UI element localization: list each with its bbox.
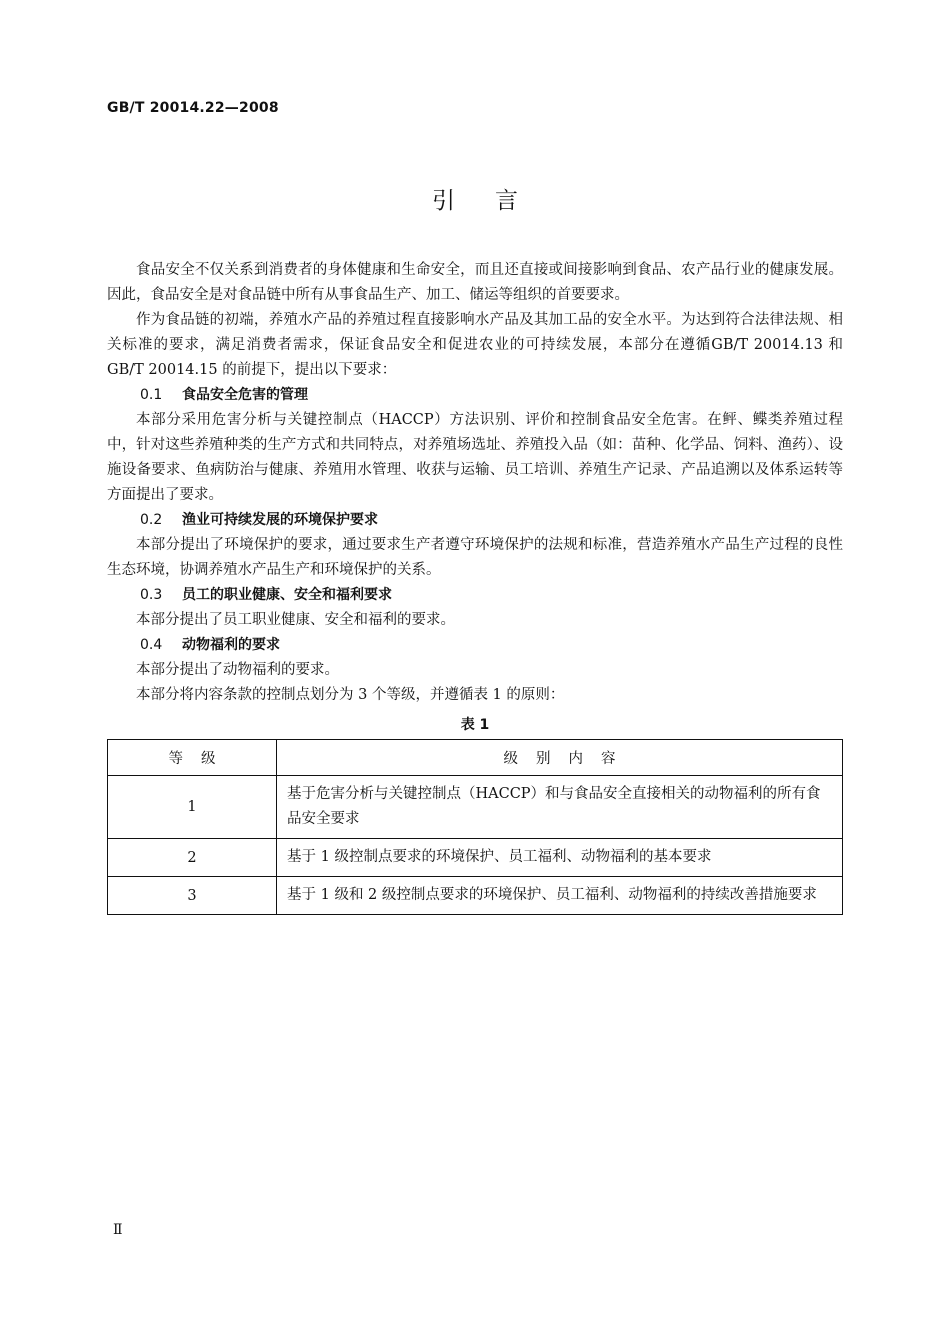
section-number: 0.2 bbox=[140, 512, 163, 528]
section-title: 员工的职业健康、安全和福利要求 bbox=[182, 587, 392, 603]
section-heading-0-1 bbox=[107, 383, 843, 408]
section-title: 食品安全危害的管理 bbox=[182, 387, 308, 403]
paragraph: 本部分采用危害分析与关键控制点（HACCP）方法识别、评价和控制食品安全危害。在鲆、鲽类养殖过程中，针对这些养殖种类的生产方式和共同特点，对养殖场选址、养殖投入品（如：苗种、化学品、饲料、渔药）、设施设备要求、鱼病防治与健康、养殖用水管理、收获与运输、员工培训、养殖生产记录、产品追溯以及体系运转等方面提出了要求。 bbox=[107, 412, 843, 503]
section-title: 动物福利的要求 bbox=[182, 637, 280, 653]
control-level-table bbox=[107, 739, 843, 915]
column-header-level: 等级 bbox=[108, 740, 277, 776]
section-number: 0.1 bbox=[140, 387, 163, 403]
content-cell: 基于 1 级和 2 级控制点要求的环境保护、员工福利、动物福利的持续改善措施要求 bbox=[277, 877, 843, 915]
content-cell: 基于 1 级控制点要求的环境保护、员工福利、动物福利的基本要求 bbox=[277, 839, 843, 877]
standard-number: GB/T 20014.22—2008 bbox=[107, 100, 279, 116]
content-cell: 基于危害分析与关键控制点（HACCP）和与食品安全直接相关的动物福利的所有食品安全要求 bbox=[277, 776, 843, 839]
section-heading-0-3 bbox=[107, 583, 843, 608]
section-number: 0.4 bbox=[140, 637, 163, 653]
level-cell: 1 bbox=[108, 776, 277, 839]
level-cell: 3 bbox=[108, 877, 277, 915]
table-row bbox=[108, 776, 843, 839]
table-header-row bbox=[108, 740, 843, 776]
table-row bbox=[108, 877, 843, 915]
section-title: 渔业可持续发展的环境保护要求 bbox=[182, 512, 378, 528]
paragraph: 本部分提出了动物福利的要求。 bbox=[136, 662, 339, 678]
section-heading-0-2 bbox=[107, 508, 843, 533]
paragraph: 本部分将内容条款的控制点划分为 3 个等级，并遵循表 1 的原则： bbox=[136, 687, 565, 703]
level-cell: 2 bbox=[108, 839, 277, 877]
table-caption: 表 1 bbox=[460, 717, 490, 733]
column-header-content: 级别内容 bbox=[277, 740, 843, 776]
paragraph: 食品安全不仅关系到消费者的身体健康和生命安全，而且还直接或间接影响到食品、农产品行业的健康发展。因此，食品安全是对食品链中所有从事食品生产、加工、储运等组织的首要要求。 bbox=[107, 262, 843, 303]
document-body bbox=[107, 258, 843, 708]
page-number: Ⅱ bbox=[113, 1222, 123, 1238]
section-number: 0.3 bbox=[140, 587, 163, 603]
section-heading-0-4 bbox=[107, 633, 843, 658]
paragraph: 作为食品链的初端，养殖水产品的养殖过程直接影响水产品及其加工品的安全水平。为达到符合法律法规、相关标准的要求，满足消费者需求，保证食品安全和促进农业的可持续发展，本部分在遵循GB/T 20014.13 和 GB/T 20014.15 的前提下，提出以下要求： bbox=[107, 312, 843, 378]
paragraph: 本部分提出了环境保护的要求，通过要求生产者遵守环境保护的法规和标准，营造养殖水产品生产过程的良性生态环境，协调养殖水产品生产和环境保护的关系。 bbox=[107, 537, 843, 578]
page-title: 引言 bbox=[432, 188, 558, 214]
paragraph: 本部分提出了员工职业健康、安全和福利的要求。 bbox=[136, 612, 455, 628]
table-row bbox=[108, 839, 843, 877]
